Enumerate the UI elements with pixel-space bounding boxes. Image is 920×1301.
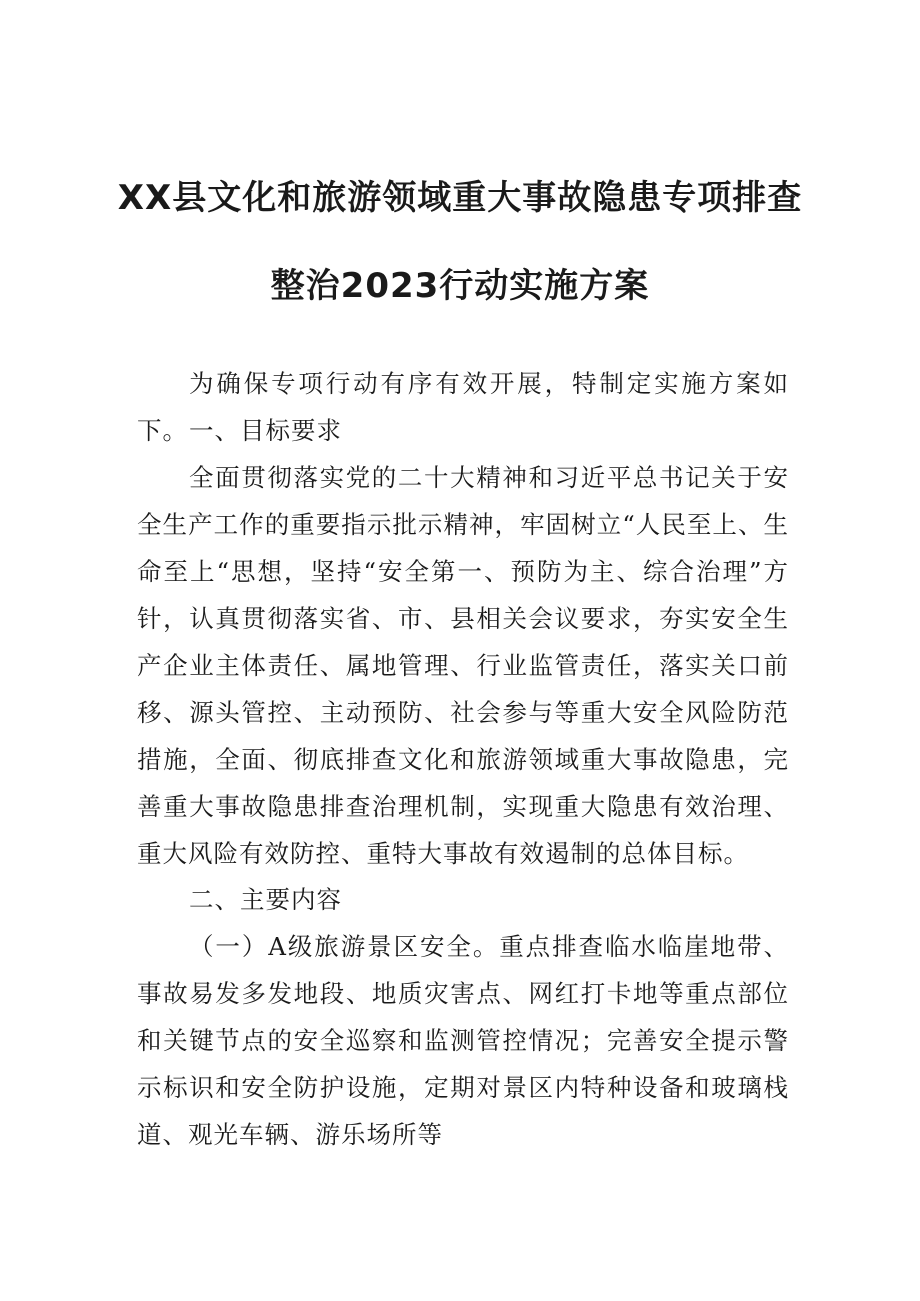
section-1-heading: [137, 407, 789, 454]
section-2-heading: [137, 876, 789, 923]
section-2-item-1: [137, 923, 789, 1158]
document-title-line-1: XX县文化和旅游领域重大事故隐患专项排查: [117, 178, 803, 218]
section-2-heading-text: 二、主要内容: [189, 885, 342, 914]
section-1-heading-text: 一、目标要求: [189, 416, 342, 445]
section-1-body: [137, 454, 789, 877]
intro-text: 为确保专项行动有序有效开展，特制定实施方案如下。: [137, 369, 789, 445]
document-title-line-2: 整治2023行动实施方案: [270, 266, 650, 306]
section-1-body-text: 全面贯彻落实党的二十大精神和习近平总书记关于安全生产工作的重要指示批示精神，牢固树立“人民至上、生命至上“思想，坚持“安全第一、预防为主、综合治理”方针，认真贯彻落实省、市、县相关会议要求，夯实安全生产企业主体责任、属地管理、行业监管责任，落实关口前移、源头管控、主动预防、社会参与等重大安全风险防范措施，全面、彻底排查文化和旅游领域重大事故隐患，完善重大事故隐患排查治理机制，实现重大隐患有效治理、重大风险有效防控、重特大事故有效遏制的总体目标。: [137, 463, 789, 868]
section-2-item-1-text: （一）A级旅游景区安全。重点排查临水临崖地带、事故易发多发地段、地质灾害点、网红打卡地等重点部位和关键节点的安全巡察和监测管控情况；完善安全提示警示标识和安全防护设施，定期对景区内特种设备和玻璃栈道、观光车辆、游乐场所等: [137, 932, 789, 1149]
